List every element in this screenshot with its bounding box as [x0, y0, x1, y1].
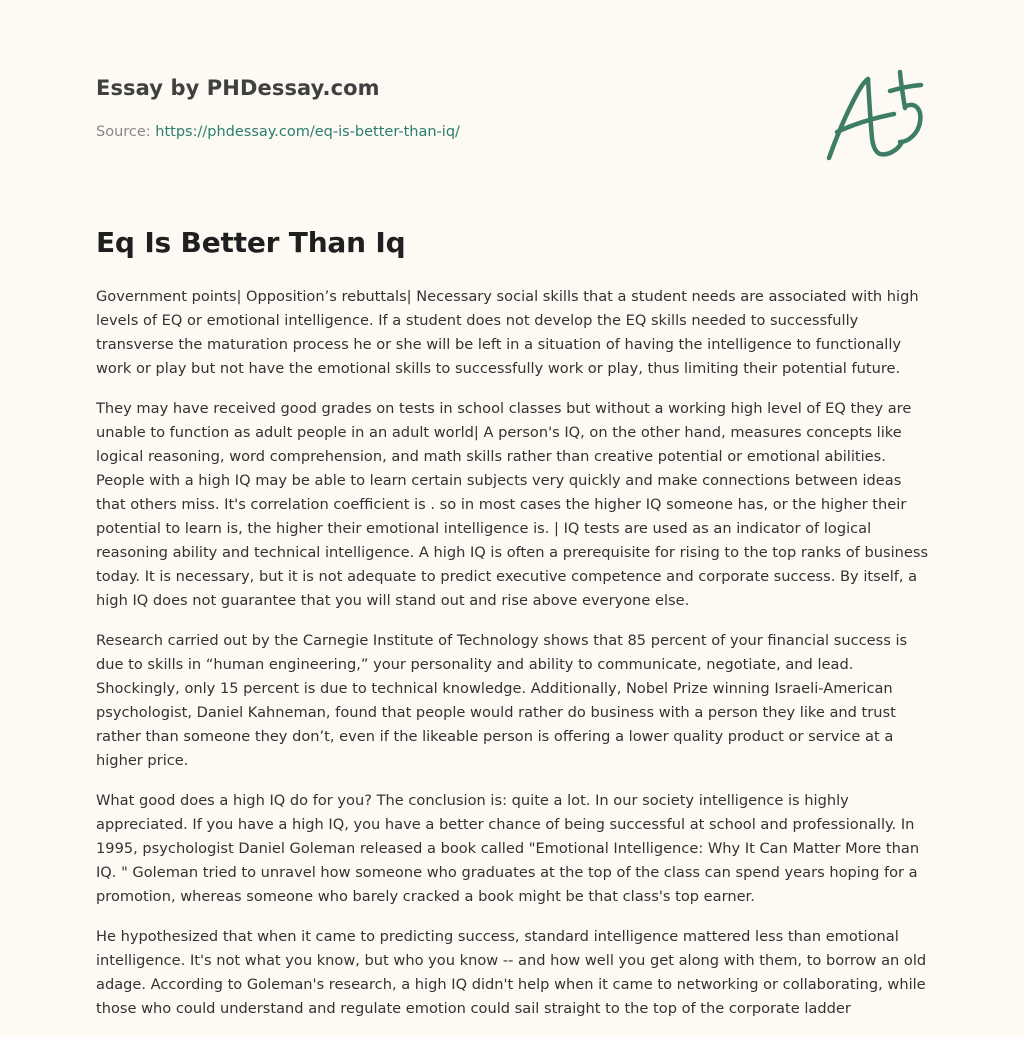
source-line [96, 124, 460, 140]
essay-paragraph: What good does a high IQ do for you? The conclusion is: quite a lot. In our society intelligence is highly appreciated. If you have a high IQ, you have a better chance of being successful at school and professionally. In 1995, psychologist Daniel Goleman released a book called "Emotional Intelligence: Why It Can Matter More than IQ. " Goleman tried to unravel how someone who graduates at the top of the class can spend years hoping for a promotion, whereas someone who barely cracked a book might be that class's top earner. [96, 792, 920, 905]
essay-paragraph: He hypothesized that when it came to predicting success, standard intelligence mattered less than emotional intelligence. It's not what you know, but who you know -- and how well you get along with them, to borrow an old adage. According to Goleman's research, a high IQ didn't help when it came to networking or collaborating, while those who could understand and regulate emotion could sail straight to the top of the corporate ladder [96, 928, 927, 1017]
essay-paragraph: Research carried out by the Carnegie Institute of Technology shows that 85 percent of your financial success is due to skills in “human engineering,” your personality and ability to communicate, negotiate, and lead. Shockingly, only 15 percent is due to technical knowledge. Additionally, Nobel Prize winning Israeli-American psychologist, Daniel Kahneman, found that people would rather do business with a person they like and trust rather than someone they don’t, even if the likeable person is offering a lower quality product or service at a higher price. [96, 632, 908, 769]
a-plus-grade-icon [820, 66, 930, 166]
essay-paragraph: They may have received good grades on tests in school classes but without a working high level of EQ they are unable to function as adult people in an adult world| A person's IQ, on the other hand, measures concepts like logical reasoning, word comprehension, and math skills rather than creative potential or emotional abilities. People with a high IQ may be able to learn certain subjects very quickly and make connections between ideas that others miss. It's correlation coefficient is . so in most cases the higher IQ someone has, or the higher their potential to learn is, the higher their emotional intelligence is. | IQ tests are used as an indicator of logical reasoning ability and technical intelligence. A high IQ is often a prerequisite for rising to the top ranks of business today. It is necessary, but it is not adequate to predict executive competence and corporate success. By itself, a high IQ does not guarantee that you will stand out and rise above everyone else. [96, 400, 929, 609]
essay-body [96, 285, 934, 1037]
source-label: Source: [96, 124, 156, 140]
essay-title: Eq Is Better Than Iq [96, 226, 406, 259]
source-link[interactable]: https://phdessay.com/eq-is-better-than-iq/ [155, 124, 460, 140]
site-brand: Essay by PHDessay.com [96, 76, 380, 100]
essay-paragraph: Government points| Opposition’s rebuttals| Necessary social skills that a student needs are associated with high levels of EQ or emotional intelligence. If a student does not develop the EQ skills needed to successfully transverse the maturation process he or she will be left in a situation of having the intelligence to functionally work or play but not have the emotional skills to successfully work or play, thus limiting their potential future. [96, 288, 919, 377]
